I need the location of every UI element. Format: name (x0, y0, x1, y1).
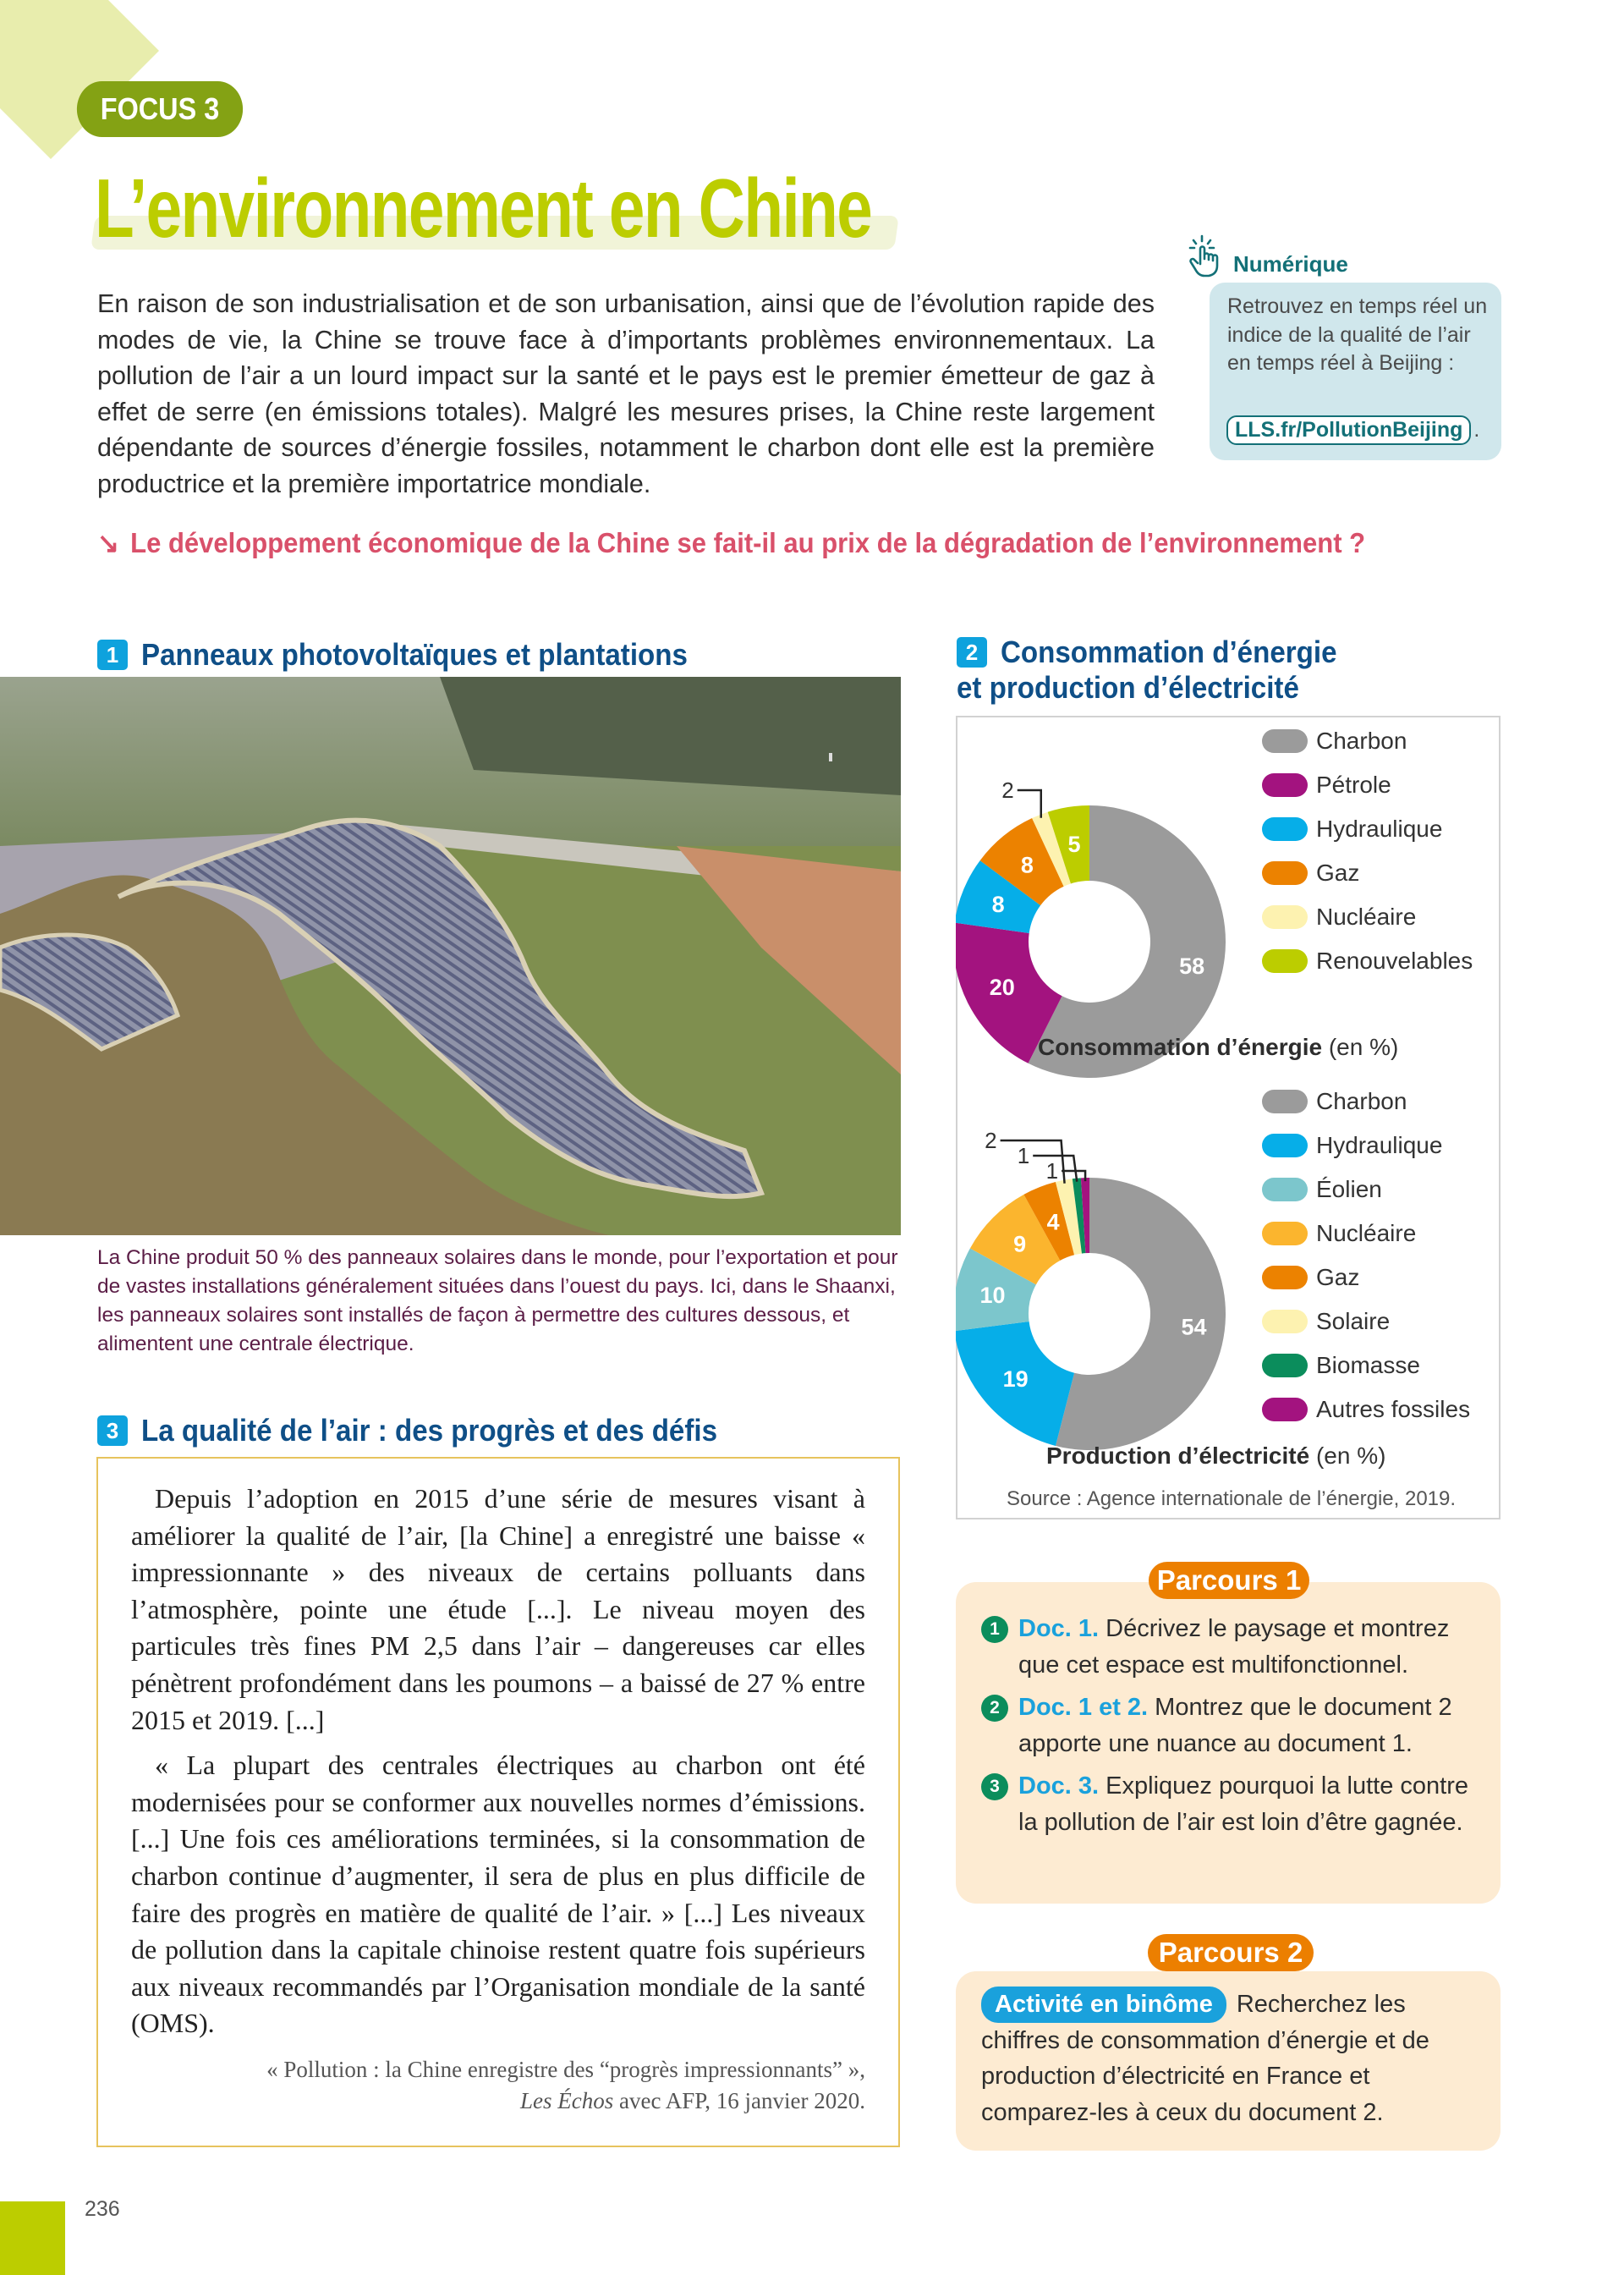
legend-swatch (1262, 817, 1308, 841)
legend-label: Biomasse (1316, 1352, 1420, 1378)
page-number: 236 (85, 2197, 120, 2221)
numerique-text: Retrouvez en temps réel un indice de la qualité de l’air en temps réel à Beijing : (1227, 294, 1488, 375)
doc-reference: Doc. 3. (1018, 1772, 1100, 1800)
press-excerpt (131, 1481, 865, 2051)
chart-source: Source : Agence internationale de l’énergie, 2019. (1007, 1487, 1457, 1510)
task-instruction: Montrez que le document 2 apporte une nuance au document 1. (1018, 1694, 1452, 1757)
data-label: 54 (1181, 1314, 1207, 1340)
legend-swatch (1262, 905, 1308, 929)
doc-reference: Doc. 1. (1018, 1615, 1100, 1642)
data-label: 20 (989, 975, 1015, 1001)
task-instruction: Décrivez le paysage et montrez que cet espace est multifonctionnel. (1018, 1615, 1450, 1679)
legend-swatch (1262, 1266, 1308, 1289)
task-text (1018, 1768, 1489, 1840)
doc2-number: 2 (957, 637, 987, 668)
data-label: 8 (1020, 852, 1034, 878)
doc-reference: Doc. 1 et 2. (1018, 1694, 1149, 1721)
doc3-heading (97, 1413, 767, 1448)
link-suffix: . (1473, 418, 1480, 442)
doc1-number: 1 (97, 640, 128, 670)
parcours2-label: Parcours 2 (1148, 1934, 1314, 1971)
legend-swatch (1262, 1398, 1308, 1421)
pointer-hand-icon (1186, 234, 1230, 278)
solar-panels-photo (0, 677, 901, 1235)
numerique-label: Numérique (1233, 251, 1348, 277)
numerique-link-row (1226, 415, 1479, 445)
question-text: Le développement économique de la Chine se fait-il au prix de la dégradation de l’environnement ? (130, 527, 1366, 558)
source-line-2 (131, 2085, 865, 2117)
legend-swatch (1262, 1354, 1308, 1377)
excerpt-paragraph-1: Depuis l’adoption en 2015 d’une série de mesures visant à améliorer la qualité de l’air, [la Chine] a enregistré une baisse « impressionnante » des niveaux de certains polluants dans l’atmosphère, pointe une étude [...]. Le niveau moyen des particules très fines PM 2,5 dans l’air – dangereuses car elles pénètrent profondément dans les poumons – a baissé de 27 % entre 2015 et 2019. [...] (131, 1483, 865, 1735)
data-label: 5 (1067, 831, 1081, 857)
legend-item (1262, 719, 1473, 763)
focus-badge: FOCUS 3 (77, 81, 243, 137)
parcours1-tasks (981, 1611, 1489, 1847)
page-tab (0, 2201, 65, 2275)
task-number: 2 (981, 1695, 1008, 1722)
legend-item (1262, 1080, 1470, 1124)
electricity-legend (1262, 1080, 1470, 1431)
legend-item (1262, 763, 1473, 807)
data-label: 4 (1046, 1209, 1060, 1235)
data-label: 10 (979, 1283, 1006, 1309)
data-label: 19 (1002, 1366, 1029, 1393)
legend-label: Gaz (1316, 1264, 1360, 1290)
data-label: 58 (1179, 953, 1205, 979)
data-label: 1 (1045, 1158, 1059, 1184)
legend-item (1262, 1300, 1470, 1344)
numerique-header (1186, 234, 1348, 278)
legend-swatch (1262, 861, 1308, 885)
task-text (1018, 1611, 1489, 1683)
legend-label: Nucléaire (1316, 904, 1417, 930)
legend-label: Éolien (1316, 1176, 1382, 1202)
electricity-chart-title (1046, 1442, 1385, 1470)
legend-item (1262, 1256, 1470, 1300)
doc2-title-line1: Consommation d’énergie (1001, 635, 1337, 669)
energy-chart-title (1038, 1034, 1398, 1061)
excerpt-paragraph-2: « La plupart des centrales électriques au charbon ont été modernisées pour se conformer aux nouvelles normes d’émissions. [...] Une fois ces améliorations terminées, si la consommation de charbon continue d’augmenter, il sera de plus en plus difficile de faire des progrès en matière de qualité de l’air. » [...] Les niveaux de pollution dans la capitale chinoise restent quatre fois supérieurs aux niveaux recommandés par l’Organisation mondiale de la santé (OMS). (131, 1750, 865, 2039)
leader-line (1018, 790, 1041, 818)
doc2-heading (957, 635, 1366, 670)
data-label: 2 (1001, 778, 1014, 803)
arrow-icon: ↘ (97, 527, 119, 558)
legend-label: Nucléaire (1316, 1220, 1417, 1246)
legend-label: Pétrole (1316, 772, 1391, 798)
legend-item (1262, 1344, 1470, 1388)
page-title: L’environnement en Chine (95, 162, 872, 255)
electricity-title-bold: Production d’électricité (1046, 1442, 1310, 1469)
task-number: 1 (981, 1616, 1008, 1643)
source-line-1: « Pollution : la Chine enregistre des “progrès impressionnants” », (266, 2057, 865, 2082)
legend-label: Renouvelables (1316, 948, 1473, 974)
legend-item (1262, 939, 1473, 983)
task-item (981, 1768, 1489, 1840)
legend-swatch (1262, 1090, 1308, 1113)
doc1-caption: La Chine produit 50 % des panneaux solaires dans le monde, pour l’exportation et pour de vastes installations généralement situées dans l’ouest du pays. Ici, dans le Shaanxi, les panneaux solaires sont installés de façon à permettre des cultures dessous, et alimentent une centrale électrique. (97, 1246, 898, 1355)
doc3-number: 3 (97, 1415, 128, 1446)
task-item (981, 1611, 1489, 1683)
energy-title-unit: (en %) (1328, 1034, 1399, 1060)
legend-item (1262, 1124, 1470, 1168)
legend-item (1262, 1212, 1470, 1256)
legend-item (1262, 1388, 1470, 1431)
intro-paragraph: En raison de son industrialisation et de son urbanisation, ainsi que de l’évolution rapide des modes de vie, la Chine se trouve face à d’importants problèmes environnementaux. La pollution de l’air a un lourd impact sur la santé et le pays est le premier émetteur de gaz à effet de serre (en émissions totales). Malgré les mesures prises, la Chine reste largement dépendante de sources d’énergie fossiles, notamment le charbon dont elle est la première productrice et la première importatrice mondiale. (97, 289, 1155, 498)
doc2-title-line2: et production d’électricité (957, 670, 1299, 705)
parcours1-label: Parcours 1 (1149, 1562, 1309, 1599)
source-publication: Les Échos (520, 2088, 614, 2113)
legend-item (1262, 807, 1473, 851)
source-date: avec AFP, 16 janvier 2020. (613, 2088, 865, 2113)
legend-item (1262, 1168, 1470, 1212)
legend-swatch (1262, 949, 1308, 973)
data-label: 1 (1017, 1143, 1030, 1168)
legend-label: Charbon (1316, 728, 1407, 754)
legend-label: Gaz (1316, 860, 1360, 886)
legend-label: Charbon (1316, 1088, 1407, 1114)
task-item (981, 1690, 1489, 1761)
excerpt-source (131, 2054, 865, 2117)
legend-item (1262, 895, 1473, 939)
pollution-beijing-link[interactable]: LLS.fr/PollutionBeijing (1226, 415, 1471, 445)
legend-swatch (1262, 773, 1308, 797)
energy-title-bold: Consommation d’énergie (1038, 1034, 1323, 1060)
problem-question (97, 526, 1365, 559)
legend-label: Solaire (1316, 1308, 1391, 1334)
legend-swatch (1262, 729, 1308, 753)
legend-swatch (1262, 1178, 1308, 1201)
parcours2-text: Recherchez les chiffres de consommation d’énergie et de production d’électricité en France et comparez-les à ceux du document 2. (981, 1991, 1429, 2126)
legend-label: Hydraulique (1316, 816, 1443, 842)
legend-swatch (1262, 1222, 1308, 1245)
legend-label: Autres fossiles (1316, 1396, 1471, 1422)
task-number: 3 (981, 1773, 1008, 1800)
legend-swatch (1262, 1134, 1308, 1157)
electricity-title-unit: (en %) (1315, 1442, 1386, 1469)
parcours2-task (981, 1987, 1489, 2130)
data-label: 9 (1013, 1231, 1027, 1257)
task-instruction: Expliquez pourquoi la lutte contre la pollution de l’air est loin d’être gagnée. (1018, 1772, 1468, 1836)
task-text (1018, 1690, 1489, 1761)
doc3-title: La qualité de l’air : des progrès et des défis (141, 1413, 718, 1448)
energy-legend (1262, 719, 1473, 983)
doc1-heading (97, 637, 735, 673)
legend-item (1262, 851, 1473, 895)
doc1-title: Panneaux photovoltaïques et plantations (141, 637, 688, 672)
data-label: 8 (991, 891, 1005, 917)
pair-activity-badge: Activité en binôme (981, 1987, 1226, 2023)
legend-label: Hydraulique (1316, 1132, 1443, 1158)
data-label: 2 (985, 1128, 997, 1153)
legend-swatch (1262, 1310, 1308, 1333)
